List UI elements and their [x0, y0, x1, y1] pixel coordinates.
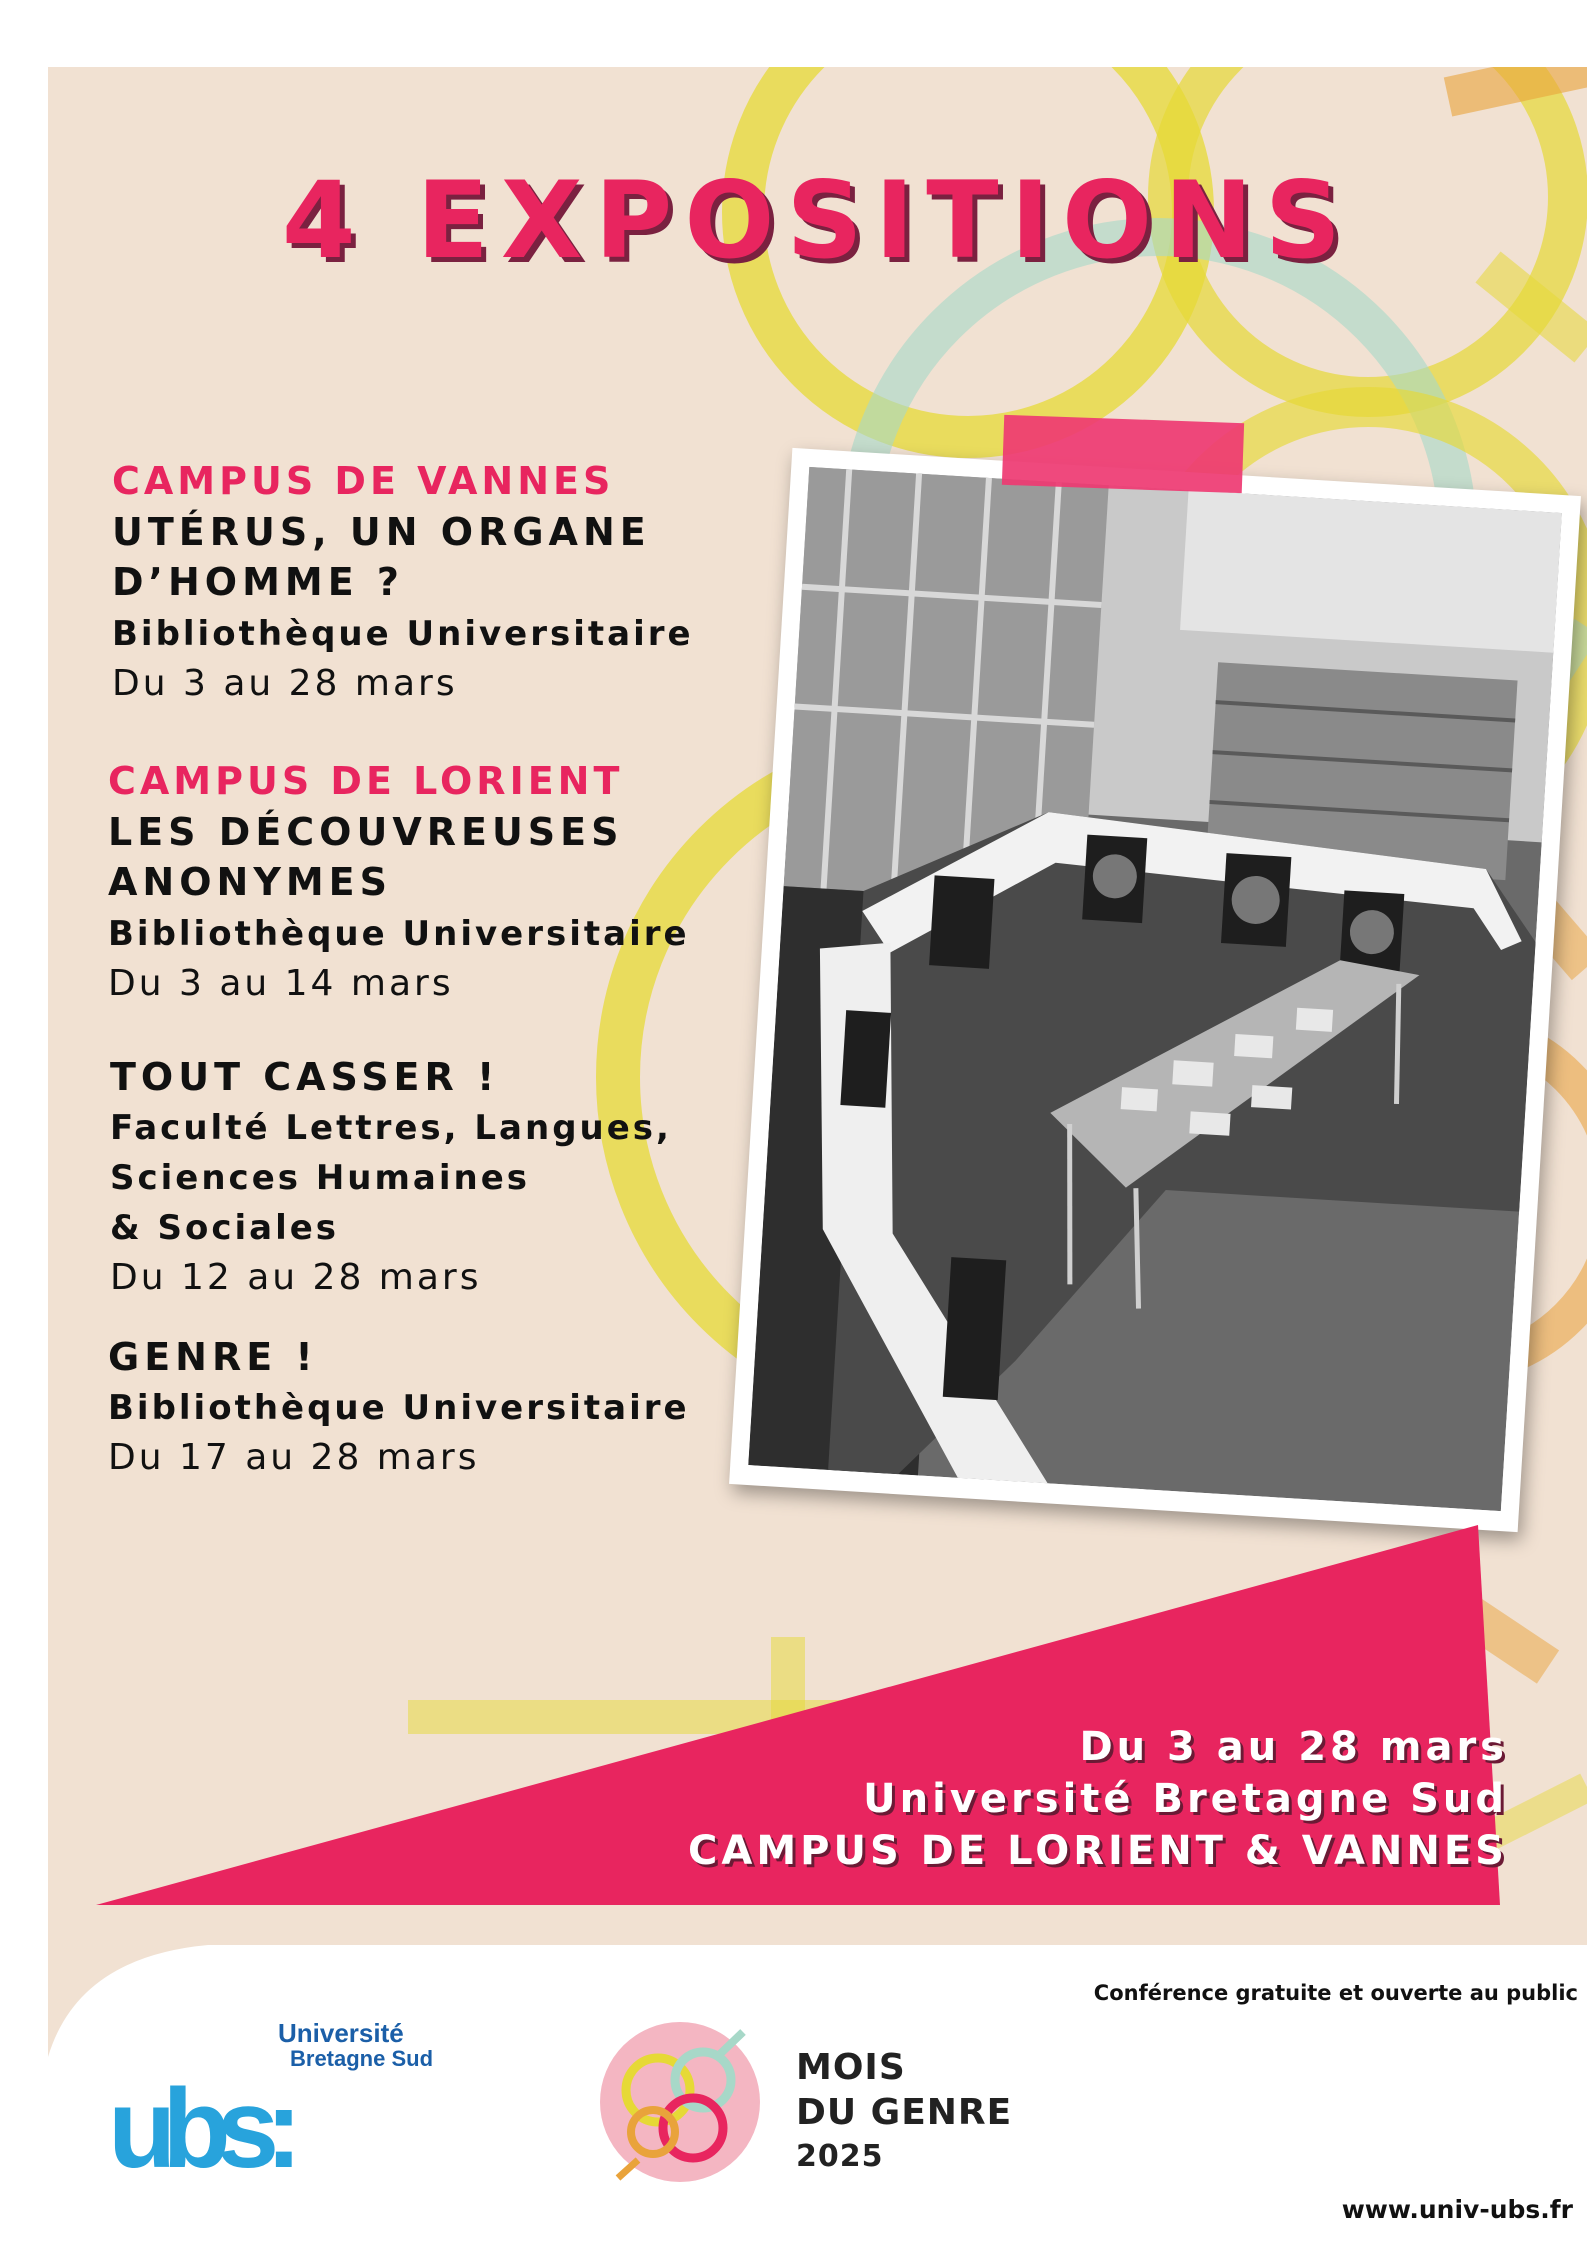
exhibition-venue: Sciences Humaines	[110, 1158, 531, 1198]
banner-university: Université Bretagne Sud	[863, 1776, 1508, 1822]
exhibition-venue: Faculté Lettres, Langues,	[110, 1108, 672, 1148]
exhibition-dates: Du 3 au 28 mars	[112, 663, 458, 704]
exhibition-title-line: TOUT CASSER !	[110, 1055, 500, 1099]
ubs-logo-line1: Université	[278, 2018, 404, 2048]
event-logo-line: MOIS	[796, 2047, 906, 2088]
banner-campuses: CAMPUS DE LORIENT & VANNES	[688, 1828, 1508, 1874]
campus-lorient-label: CAMPUS DE LORIENT	[108, 759, 624, 803]
exhibition-title-line: UTÉRUS, UN ORGANE	[112, 510, 651, 554]
ubs-logo-mark: ubs:	[108, 2066, 289, 2191]
exhibition-dates: Du 3 au 14 mars	[108, 963, 454, 1004]
exhibition-venue: Bibliothèque Universitaire	[108, 1388, 690, 1428]
exhibition-dates: Du 17 au 28 mars	[108, 1437, 480, 1478]
exhibition-dates: Du 12 au 28 mars	[110, 1257, 482, 1298]
poster	[48, 67, 1587, 2245]
website-url[interactable]: www.univ-ubs.fr	[1341, 2195, 1573, 2224]
footer-background	[48, 67, 1587, 2245]
exhibition-title-line: GENRE !	[108, 1335, 318, 1379]
ubs-logo[interactable]	[108, 2018, 488, 2218]
banner-dates: Du 3 au 28 mars	[1079, 1724, 1508, 1770]
exhibition-venue: Bibliothèque Universitaire	[112, 614, 694, 654]
ubs-logo-line2: Bretagne Sud	[290, 2046, 434, 2071]
event-logo-line: DU GENRE	[796, 2092, 1013, 2133]
mois-du-genre-emblem-icon	[598, 2020, 763, 2185]
event-logo-year: 2025	[796, 2139, 884, 2174]
poster-headline: 4 EXPOSITIONS	[281, 159, 1354, 282]
exhibition-title-line: D’HOMME ?	[112, 560, 404, 604]
campus-vannes-label: CAMPUS DE VANNES	[112, 459, 615, 503]
exhibition-title-line: ANONYMES	[108, 860, 392, 904]
exhibition-venue: Bibliothèque Universitaire	[108, 914, 690, 954]
free-entry-notice: Conférence gratuite et ouverte au public	[1093, 1981, 1578, 2005]
exhibition-venue: & Sociales	[110, 1208, 340, 1248]
exhibition-title-line: LES DÉCOUVREUSES	[108, 810, 624, 854]
